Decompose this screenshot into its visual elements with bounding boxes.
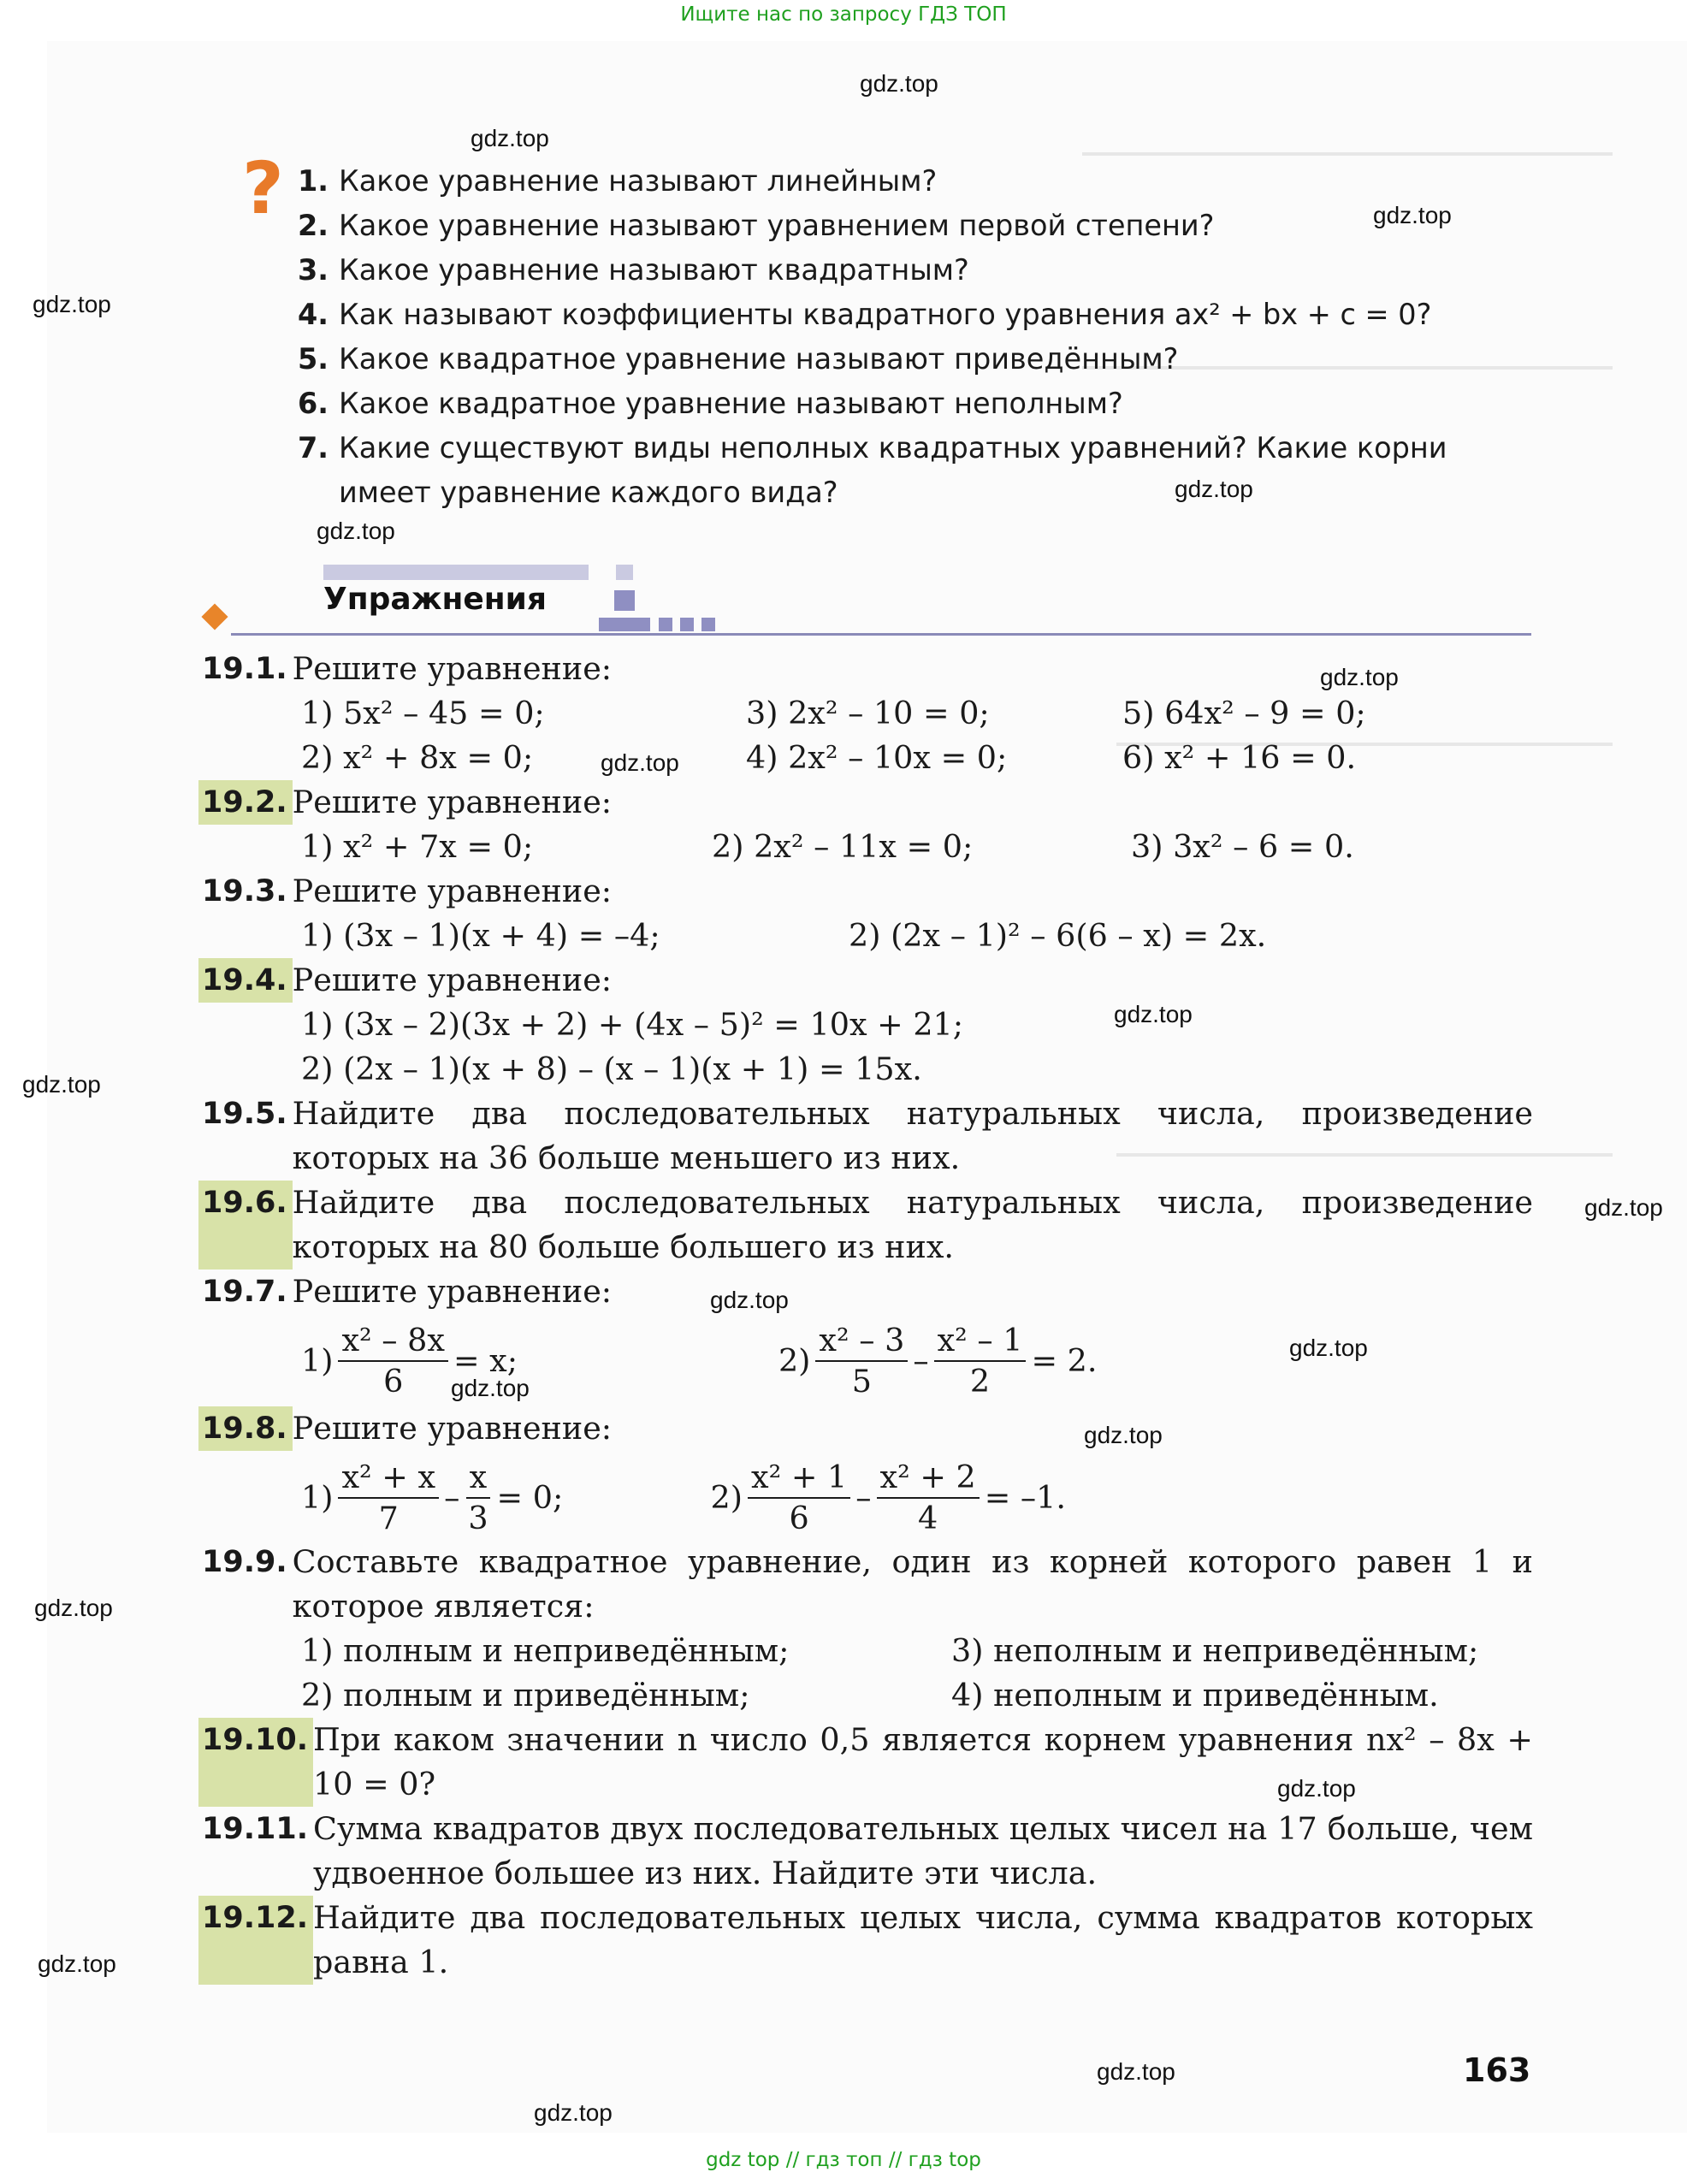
watermark: gdz.top [1584, 1194, 1663, 1221]
bottom-banner[interactable]: gdz top // гдз топ // гдз top [706, 2149, 981, 2171]
decor-pixel [323, 565, 589, 580]
decor-pixel [599, 618, 650, 631]
exercise-19-9: 19.9. Составьте квадратное уравнение, один из корней которого равен 1 и которое является: 1) полным и неприведённым; 3) неполным и неприведённым; 2) полным и приведённым; 4) неполным и приведённым. [202, 1543, 1533, 1713]
exercise-19-3: 19.3. Решите уравнение: 1) (3x – 1)(x + 4) = –4; 2) (2x – 1)² – 6(6 – x) = 2x. [202, 873, 1267, 954]
watermark: gdz.top [1084, 1422, 1163, 1448]
bleed-line [1082, 152, 1613, 156]
watermark: gdz.top [317, 518, 395, 544]
exercise-19-5: 19.5. Найдите два последовательных натуральных числа, произведение которых на 36 больше меньшего из них. [202, 1095, 1533, 1176]
review-questions [291, 159, 1531, 515]
exercise-19-10: 19.10. При каком значении n число 0,5 является корнем уравнения nx² – 8x + 10 = 0? [198, 1718, 1533, 1807]
decor-pixel [680, 618, 694, 631]
watermark: gdz.top [471, 125, 549, 151]
watermark: gdz.top [860, 70, 938, 97]
watermark: gdz.top [1114, 1001, 1193, 1027]
fraction: $\frac{\text{x² – 8x}}{6}$ [338, 1321, 447, 1401]
decor-pixel [701, 618, 715, 631]
watermark: gdz.top [534, 2099, 613, 2126]
question-item: 1. Какое уравнение называют линейным? [297, 164, 938, 198]
exercise-19-8: 19.8. Решите уравнение: 1) $\frac{\text{x² + x}}{7}$ – $\frac{x}{3}$ = 0; 2) $\frac{\text{x² + 1}}{6}$ – $\frac{\text{x² + 2}}{4}$ = –1. [198, 1406, 1533, 1545]
section-heading [205, 565, 1531, 642]
watermark: gdz.top [1373, 202, 1452, 228]
decor-pixel [659, 618, 672, 631]
question-item: 5. Какое квадратное уравнение называют приведённым? [297, 342, 1179, 376]
fraction: $\frac{\text{x² – 3}}{5}$ [815, 1321, 908, 1401]
question-item: 2. Какое уравнение называют уравнением первой степени? [297, 209, 1215, 242]
question-item: 4. Как называют коэффициенты квадратного уравнения ax² + bx + c = 0? [297, 298, 1432, 331]
fraction: $\frac{x}{3}$ [465, 1458, 491, 1538]
watermark: gdz.top [1277, 1775, 1356, 1802]
exercise-19-4: 19.4. Решите уравнение: 1) (3x – 2)(3x + 2) + (4x – 5)² = 10x + 21; 2) (2x – 1)(x + 8) – (x – 1)(x + 1) = 15x. [198, 958, 1533, 1092]
watermark: gdz.top [1320, 664, 1399, 690]
decor-pixel [616, 565, 633, 580]
exercise-19-12: 19.12. Найдите два последовательных целых числа, сумма квадратов которых равна 1. [198, 1896, 1533, 1985]
page-number: 163 [1463, 2051, 1531, 2089]
exercise-19-6: 19.6. Найдите два последовательных натуральных числа, произведение которых на 80 больше большего из них. [198, 1181, 1533, 1270]
question-item: 3. Какое уравнение называют квадратным? [297, 253, 969, 287]
watermark: gdz.top [22, 1071, 101, 1098]
watermark: gdz.top [1175, 476, 1253, 502]
exercise-19-7: 19.7. Решите уравнение: 1) $\frac{\text{x² – 8x}}{6}$ = x; 2) $\frac{\text{x² – 3}}{5}$ – $\frac{\text{x² – 1}}{2}$ = 2. [202, 1273, 1098, 1400]
watermark: gdz.top [33, 291, 111, 317]
watermark: gdz.top [38, 1950, 116, 1977]
question-item: 6. Какое квадратное уравнение называют неполным? [297, 387, 1123, 420]
exercise-19-11: 19.11. Сумма квадратов двух последовательных целых чисел на 17 больше, чем удвоенное большее из них. Найдите эти числа. [202, 1810, 1533, 1891]
watermark: gdz.top [1097, 2058, 1175, 2085]
watermark: gdz.top [451, 1375, 530, 1401]
fraction: $\frac{\text{x² + x}}{7}$ [338, 1458, 439, 1538]
top-banner[interactable]: Ищите нас по запросу ГДЗ ТОП [680, 3, 1007, 26]
decor-pixel [614, 590, 635, 611]
fraction: $\frac{\text{x² + 1}}{6}$ [748, 1458, 850, 1538]
exercise-19-1: 19.1. Решите уравнение: 1) 5x² – 45 = 0; 3) 2x² – 10 = 0; 5) 64x² – 9 = 0; 2) x² + 8x = 0; 4) 2x² – 10x = 0; 6) x² + 16 = 0. [202, 650, 1366, 776]
section-title: Упражнения [323, 582, 548, 617]
section-rule [231, 633, 1531, 636]
diamond-icon [201, 603, 228, 630]
question-mark-icon: ? [242, 146, 284, 230]
question-item: 7. Какие существуют виды неполных квадратных уравнений? Какие корни имеет уравнение каждого вида? [297, 431, 1447, 509]
watermark: gdz.top [1289, 1335, 1368, 1361]
fraction: $\frac{\text{x² – 1}}{2}$ [934, 1321, 1027, 1401]
watermark: gdz.top [710, 1287, 789, 1313]
watermark: gdz.top [34, 1595, 113, 1621]
fraction: $\frac{\text{x² + 2}}{4}$ [877, 1458, 980, 1538]
exercise-19-2: 19.2. Решите уравнение: 1) x² + 7x = 0; 2) 2x² – 11x = 0; 3) 3x² – 6 = 0. [198, 780, 1533, 869]
watermark: gdz.top [601, 749, 679, 776]
